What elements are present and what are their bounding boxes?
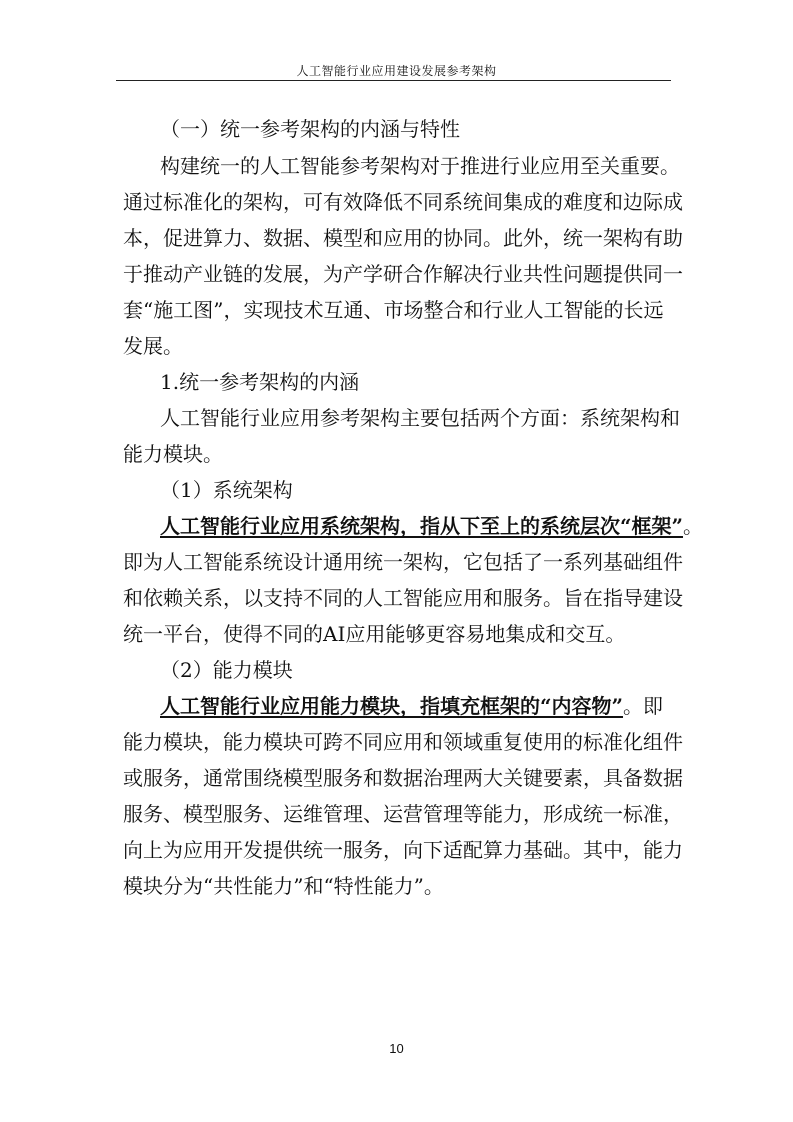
paragraph-1-line-4: 于推动产业链的发展，为产学研合作解决行业共性问题提供同一: [123, 262, 683, 286]
sub-heading-1: 1.统一参考架构的内涵: [160, 370, 360, 394]
section-heading: （一）统一参考架构的内涵与特性: [160, 117, 460, 141]
item-1-heading: （1）系统架构: [160, 478, 293, 502]
paragraph-4-line-4: 服务、模型服务、运维管理、运营管理等能力，形成统一标准，: [123, 802, 683, 826]
paragraph-1-line-2: 通过标准化的架构，可有效降低不同系统间集成的难度和边际成: [123, 190, 683, 214]
paragraph-1-line-5: 套“施工图”，实现技术互通、市场整合和行业人工智能的长远: [123, 298, 664, 322]
paragraph-4-line-6: 模块分为“共性能力”和“特性能力”。: [123, 874, 444, 898]
paragraph-3-line-3: 和依赖关系，以支持不同的人工智能应用和服务。旨在指导建设: [123, 586, 683, 610]
paragraph-2-line-1: 人工智能行业应用参考架构主要包括两个方面：系统架构和: [160, 406, 680, 430]
paragraph-3-line-1-tail: 。: [683, 514, 704, 538]
paragraph-1-line-3: 本，促进算力、数据、模型和应用的协同。此外，统一架构有助: [123, 226, 683, 250]
page-number: 10: [389, 1041, 404, 1056]
paragraph-3-line-1: [160, 514, 720, 538]
paragraph-3-line-2: 即为人工智能系统设计通用统一架构，它包括了一系列基础组件: [123, 550, 683, 574]
paragraph-2-line-2: 能力模块。: [123, 442, 223, 466]
paragraph-4-line-1-tail: 。即: [623, 694, 664, 718]
paragraph-4-line-5: 向上为应用开发提供统一服务，向下适配算力基础。其中，能力: [123, 838, 683, 862]
capability-module-definition: 人工智能行业应用能力模块，指填充框架的“内容物”: [160, 694, 624, 718]
paragraph-1-line-6: 发展。: [123, 334, 183, 358]
paragraph-4-line-2: 能力模块，能力模块可跨不同应用和领域重复使用的标准化组件: [123, 730, 683, 754]
header-title: 人工智能行业应用建设发展参考架构: [296, 64, 497, 78]
paragraph-1-line-1: 构建统一的人工智能参考架构对于推进行业应用至关重要。: [160, 154, 680, 178]
paragraph-3-line-4: 统一平台，使得不同的AI应用能够更容易地集成和交互。: [123, 622, 626, 646]
system-architecture-definition: 人工智能行业应用系统架构，指从下至上的系统层次“框架”: [160, 514, 684, 538]
paragraph-4-line-3: 或服务，通常围绕模型服务和数据治理两大关键要素，具备数据: [123, 766, 683, 790]
header-divider: [116, 80, 671, 81]
item-2-heading: （2）能力模块: [160, 658, 293, 682]
paragraph-4-line-1: [160, 694, 720, 718]
